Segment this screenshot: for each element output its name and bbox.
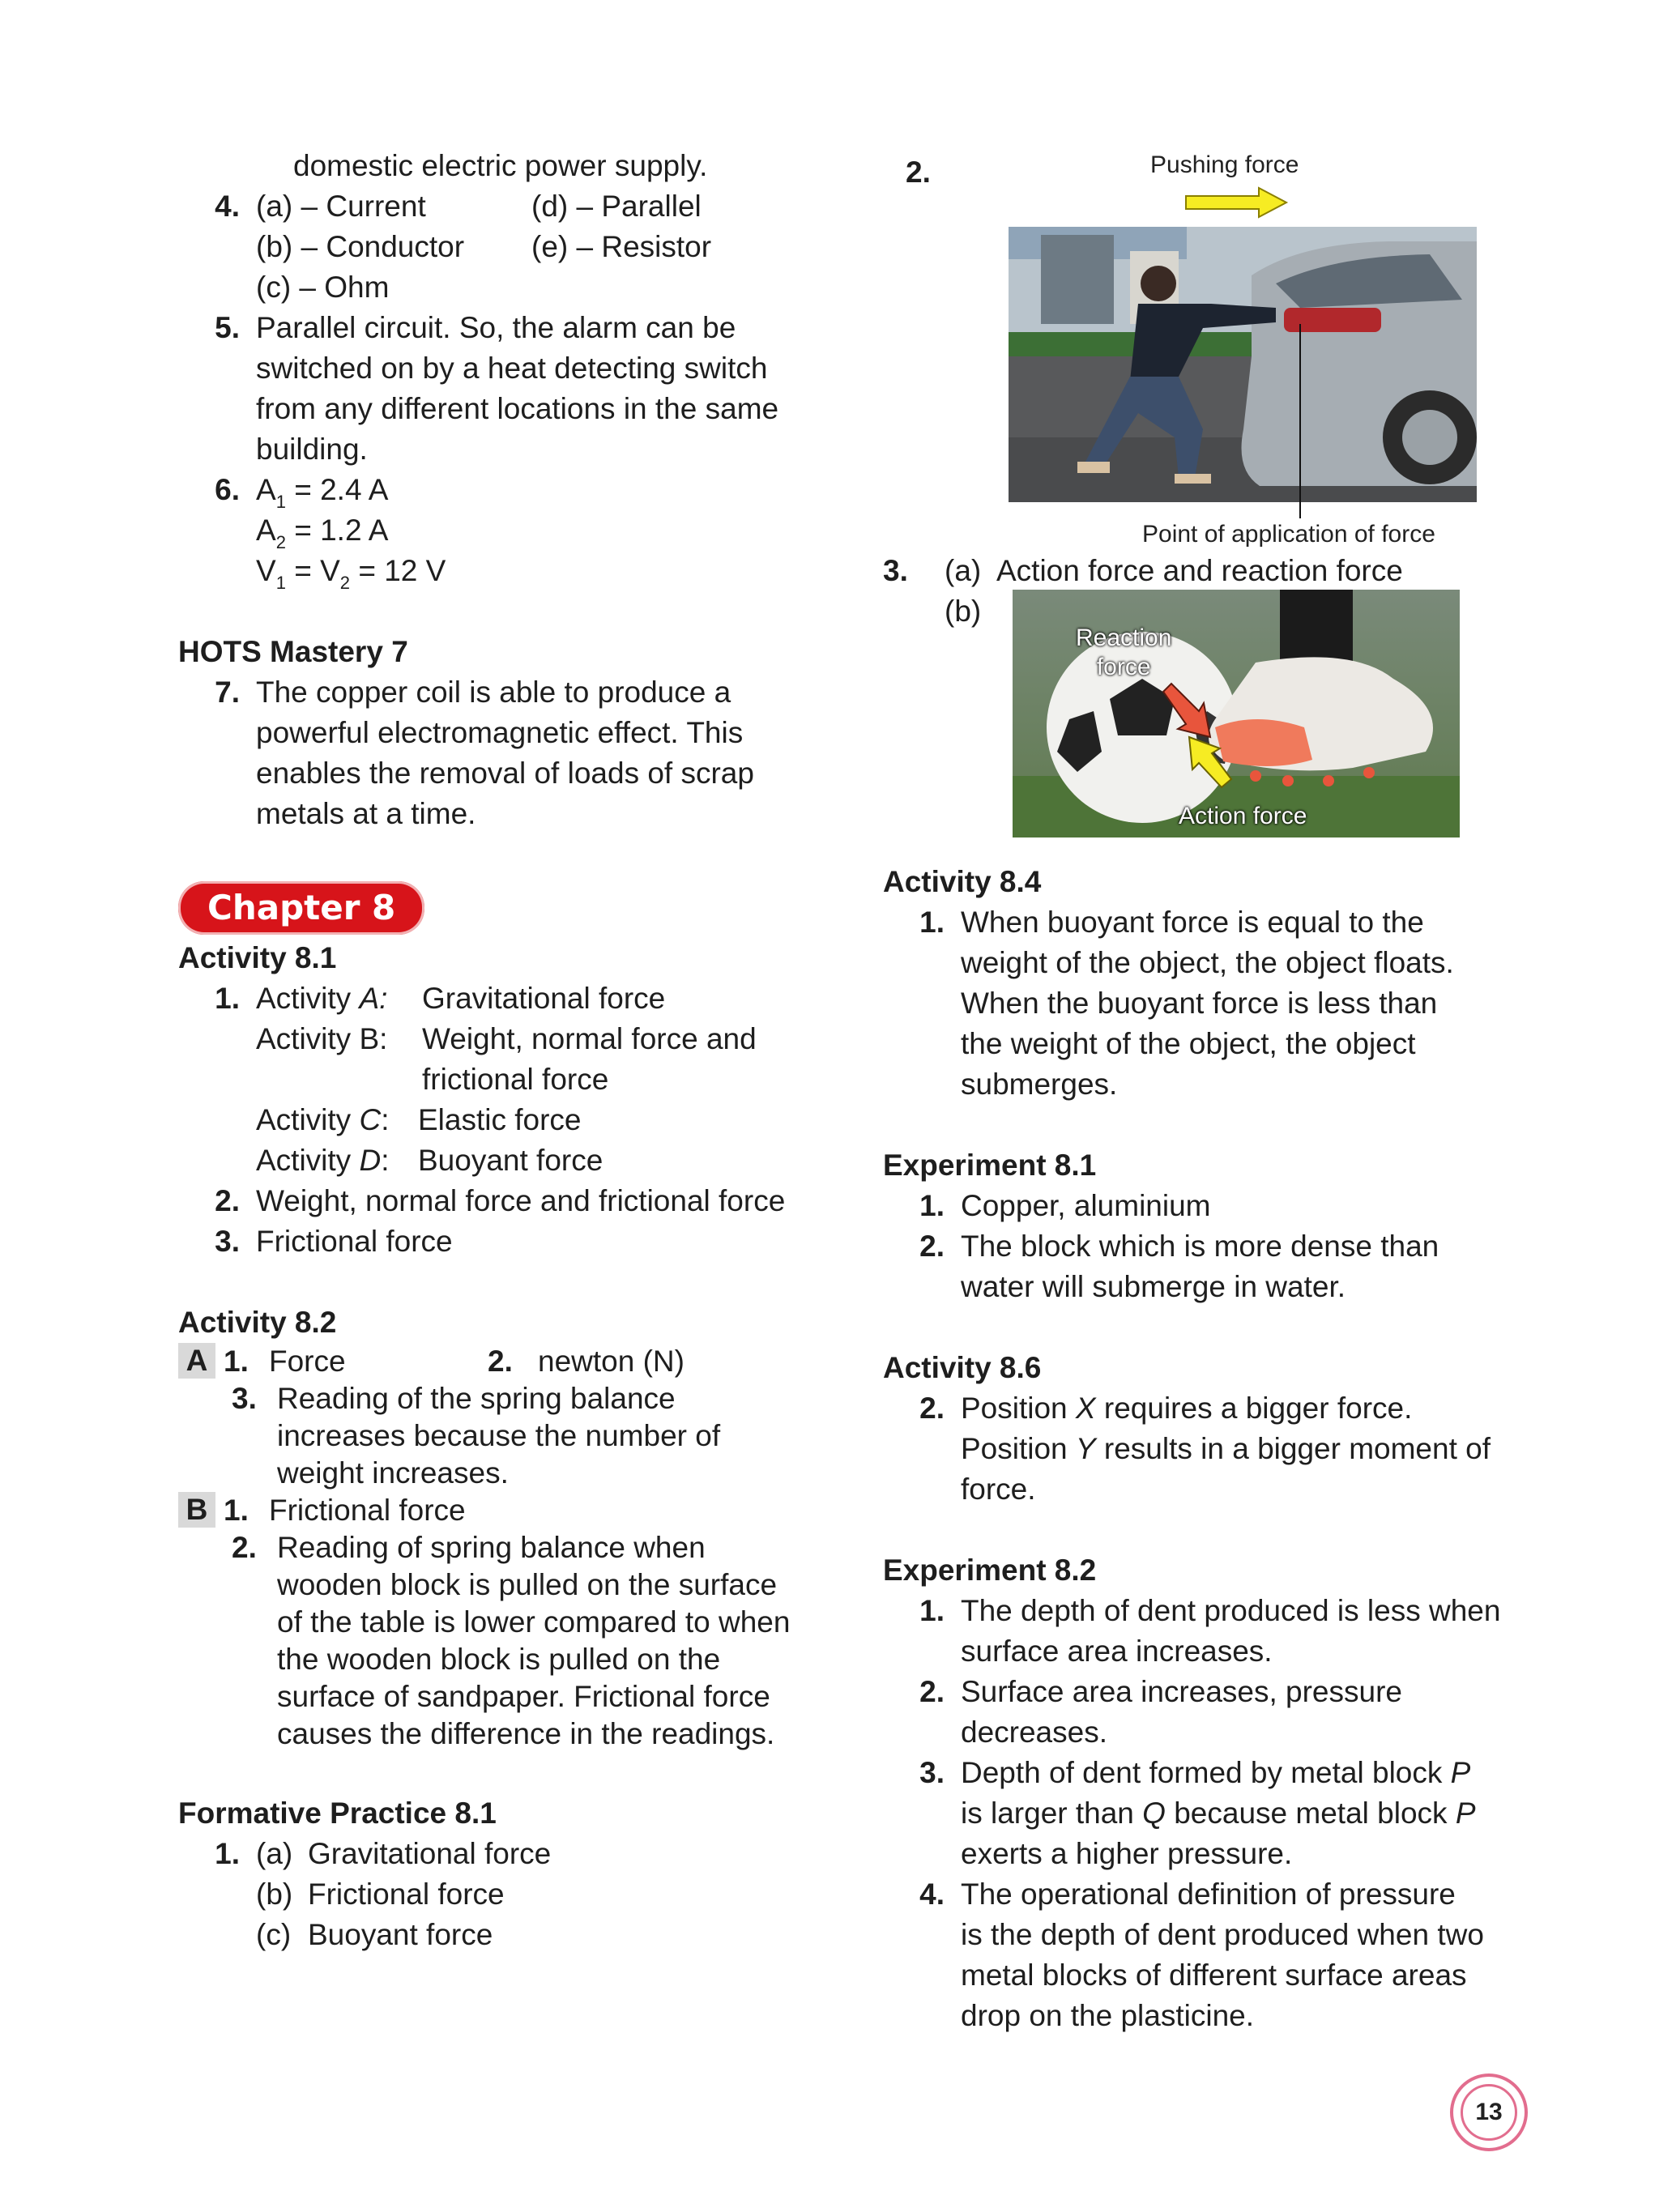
answer-number: 1. [215,1837,240,1870]
option-e: (e) – Resistor [531,230,712,263]
answer-number: 2. [215,1184,240,1217]
answer-number: 2. [919,1230,945,1263]
activity-8-2-heading: Activity 8.2 [178,1306,337,1339]
kick-ball-photo [1013,590,1460,837]
activity-b-row: Activity B: Weight, normal force and [256,1022,757,1055]
experiment-8-2-answer-4 [883,1874,1531,2036]
point-of-application-label: Point of application of force [1142,521,1435,548]
activity-8-4-answer-1 [883,902,1531,1105]
continued-line: domestic electric power supply. [293,149,708,182]
answer-number: 1. [919,906,945,939]
answer-4 [178,186,826,308]
answer-number: 3. [215,1225,240,1258]
activity-8-6-answer-2 [883,1388,1531,1510]
answer-number: 3. [883,554,908,587]
experiment-8-1-answer-1 [883,1186,1531,1226]
answer-number: 2. [919,1675,945,1708]
part-b-row-1: B 1. Frictional force [178,1492,826,1529]
page-number-badge [1450,2073,1528,2151]
experiment-8-1-heading: Experiment 8.1 [883,1149,1097,1182]
answer-7 [178,672,826,834]
answer-number: 1. [919,1189,945,1222]
text-line: switched on by a heat detecting switch [256,352,768,385]
experiment-8-2-answer-2 [883,1672,1531,1753]
part-b-row-2: 2. Reading of spring balance when wooden block is pulled on the surface of the table is lower compared to when the wooden block is pulled on the surface of sandpaper. Frictional force causes the difference in the readings. [232,1531,791,1750]
activity-d-row: Activity D: Buoyant force [256,1144,603,1177]
answer-body [240,672,826,834]
answer-body: The operational definition of pressure is the depth of dent produced when two metal blocks of different surface areas drop on the plasticine. [961,1877,1484,2032]
answer-body: The block which is more dense than water will submerge in water. [961,1230,1439,1303]
reaction-force-label: Reaction force [1076,624,1172,680]
activity-8-1-answer-1 [178,978,826,1181]
answer-number: 2. [906,156,931,189]
push-car-illustration [1009,227,1477,502]
answer-number: 4. [215,190,240,223]
pushing-force-label: Pushing force [1150,151,1299,178]
point-of-application-leader [1299,502,1302,518]
chapter-badge: Chapter 8 [178,881,424,935]
activity-c-row: Activity C: Elastic force [256,1103,582,1136]
activity-b-row-cont: frictional force [422,1063,609,1096]
answer-body: Weight, normal force and frictional force [256,1184,786,1217]
answer-body: Frictional force [256,1225,453,1258]
experiment-8-1-answer-2 [883,1226,1531,1307]
reading-a1: $A_1 = 2.4$ A [256,473,389,512]
part-a-label: A [178,1343,215,1379]
answer-number: 4. [919,1877,945,1911]
hots-heading: HOTS Mastery 7 [178,635,408,668]
answer-body: When buoyant force is equal to the weight of the object, the object floats. When the buoyant force is less than the weight of the object, the object submerges. [961,906,1454,1101]
part-b-label: B [178,1492,215,1528]
answer-body [240,308,826,470]
text-line: Parallel circuit. So, the alarm can be [256,311,736,344]
activity-8-2-body [178,1343,826,1753]
left-column [178,146,826,1955]
answer-number: 2. [919,1392,945,1425]
answer-number: 6. [215,473,240,506]
activity-8-1-answer-2 [178,1181,826,1221]
formative-practice-heading: Formative Practice 8.1 [178,1796,497,1830]
activity-8-1-heading: Activity 8.1 [178,941,337,974]
page-number: 13 [1461,2084,1517,2141]
right-column [883,146,1531,2036]
answer-body: Surface area increases, pressure decreases. [961,1675,1402,1749]
answer-number: 7. [215,676,240,709]
answer-body [240,470,826,591]
answer-number: 5. [215,311,240,344]
text-line: from any different locations in the same [256,392,779,425]
answer-number: 3. [919,1756,945,1789]
option-d: (d) – Parallel [531,190,702,223]
activity-8-4-heading: Activity 8.4 [883,865,1042,898]
answer-body: (a) Action force and reaction force (b) [945,554,1403,628]
action-force-label: Action force [1179,803,1307,829]
answer-body: The depth of dent produced is less when surface area increases. [961,1594,1501,1668]
answer-body [240,186,826,308]
answer-number: 1. [215,982,240,1015]
activity-8-1-answer-3 [178,1221,826,1262]
text-line: powerful electromagnetic effect. This [256,716,744,749]
part-a-row-3: 3. Reading of the spring balance increases because the number of weight increases. [232,1382,721,1490]
reading-a2: $A_2 = 1.2$ A [256,514,389,552]
push-car-photo [1009,227,1477,502]
experiment-8-2-heading: Experiment 8.2 [883,1554,1097,1587]
text-line: metals at a time. [256,797,476,830]
answer-body: Position X requires a bigger force. Position Y results in a bigger moment of force. [961,1392,1491,1506]
text-line: The copper coil is able to produce a [256,676,731,709]
answer-body: Copper, aluminium [961,1189,1211,1222]
activity-8-6-heading: Activity 8.6 [883,1351,1042,1384]
option-c: (c) – Ohm [256,271,390,304]
answer-body: (a) Gravitational force (b) Frictional force (c) Buoyant force [256,1837,552,1951]
answer-body [240,978,826,1181]
activity-a-row: Activity A: Gravitational force [256,982,666,1015]
answer-5 [178,308,826,470]
formative-answer-1 [178,1834,826,1955]
experiment-8-2-answer-3 [883,1753,1531,1874]
answer-body: Depth of dent formed by metal block P is larger than Q because metal block P exerts a higher pressure. [961,1756,1476,1870]
option-a: (a) – Current [256,190,426,223]
experiment-8-2-answer-1 [883,1591,1531,1672]
pushing-force-arrow [1184,186,1290,219]
text-line: enables the removal of loads of scrap [256,757,754,790]
answer-number: 1. [919,1594,945,1627]
reading-v: $V_1 = V_2 = 12$ V [256,554,446,593]
part-a-row-1: A 1. Force 2. newton (N) [178,1343,826,1380]
push-car-figure [883,146,1531,551]
text-line: building. [256,433,368,466]
option-b: (b) – Conductor [256,230,465,263]
answer-6 [178,470,826,591]
